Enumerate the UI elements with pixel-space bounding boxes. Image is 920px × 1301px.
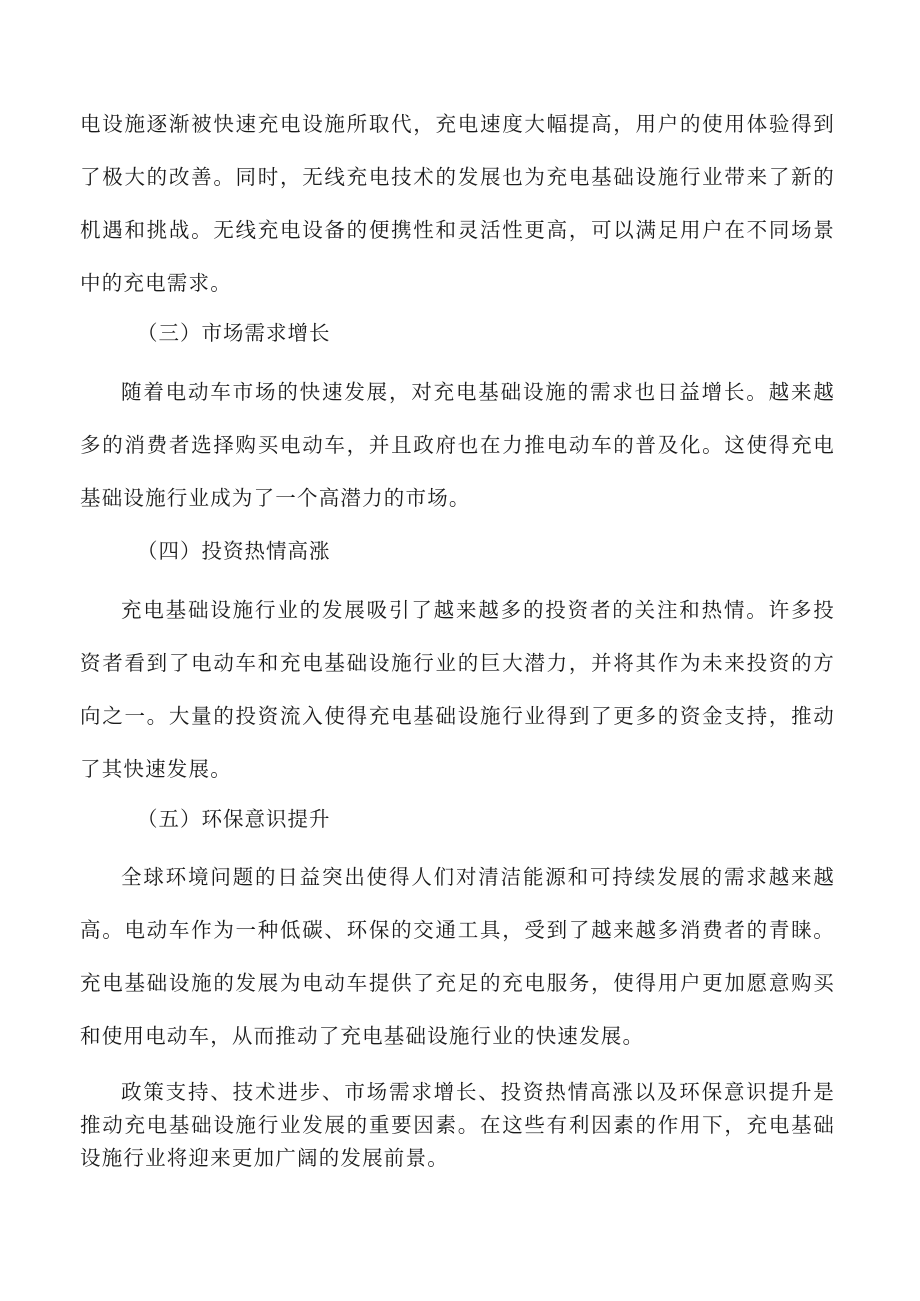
heading-environmental-awareness: （五）环保意识提升 [137,807,331,831]
heading-market-demand: （三）市场需求增长 [137,321,331,345]
paragraph-investment-enthusiasm: 充电基础设施行业的发展吸引了越来越多的投资者的关注和热情。许多投资者看到了电动车和充电基础设施行业的巨大潜力，并将其作为未来投资的方向之一。大量的投资流入使得充电基础设施行业得到了更多的资金支持，推动了其快速发展。 [80,598,835,781]
paragraph-market-demand: 随着电动车市场的快速发展，对充电基础设施的需求也日益增长。越来越多的消费者选择购买电动车，并且政府也在力推电动车的普及化。这使得充电基础设施行业成为了一个高潜力的市场。 [80,380,835,510]
heading-investment-enthusiasm: （四）投资热情高涨 [137,539,331,563]
paragraph-environmental-awareness: 全球环境问题的日益突出使得人们对清洁能源和可持续发展的需求越来越高。电动车作为一种低碳、环保的交通工具，受到了越来越多消费者的青睐。充电基础设施的发展为电动车提供了充足的充电服务，使得用户更加愿意购买和使用电动车，从而推动了充电基础设施行业的快速发展。 [80,865,835,1048]
paragraph-tech-progress-continued: 电设施逐渐被快速充电设施所取代，充电速度大幅提高，用户的使用体验得到了极大的改善。同时，无线充电技术的发展也为充电基础设施行业带来了新的机遇和挑战。无线充电设备的便携性和灵活性更高，可以满足用户在不同场景中的充电需求。 [80,112,835,295]
paragraph-summary: 政策支持、技术进步、市场需求增长、投资热情高涨以及环保意识提升是推动充电基础设施行业发展的重要因素。在这些有利因素的作用下，充电基础设施行业将迎来更加广阔的发展前景。 [80,1080,835,1170]
